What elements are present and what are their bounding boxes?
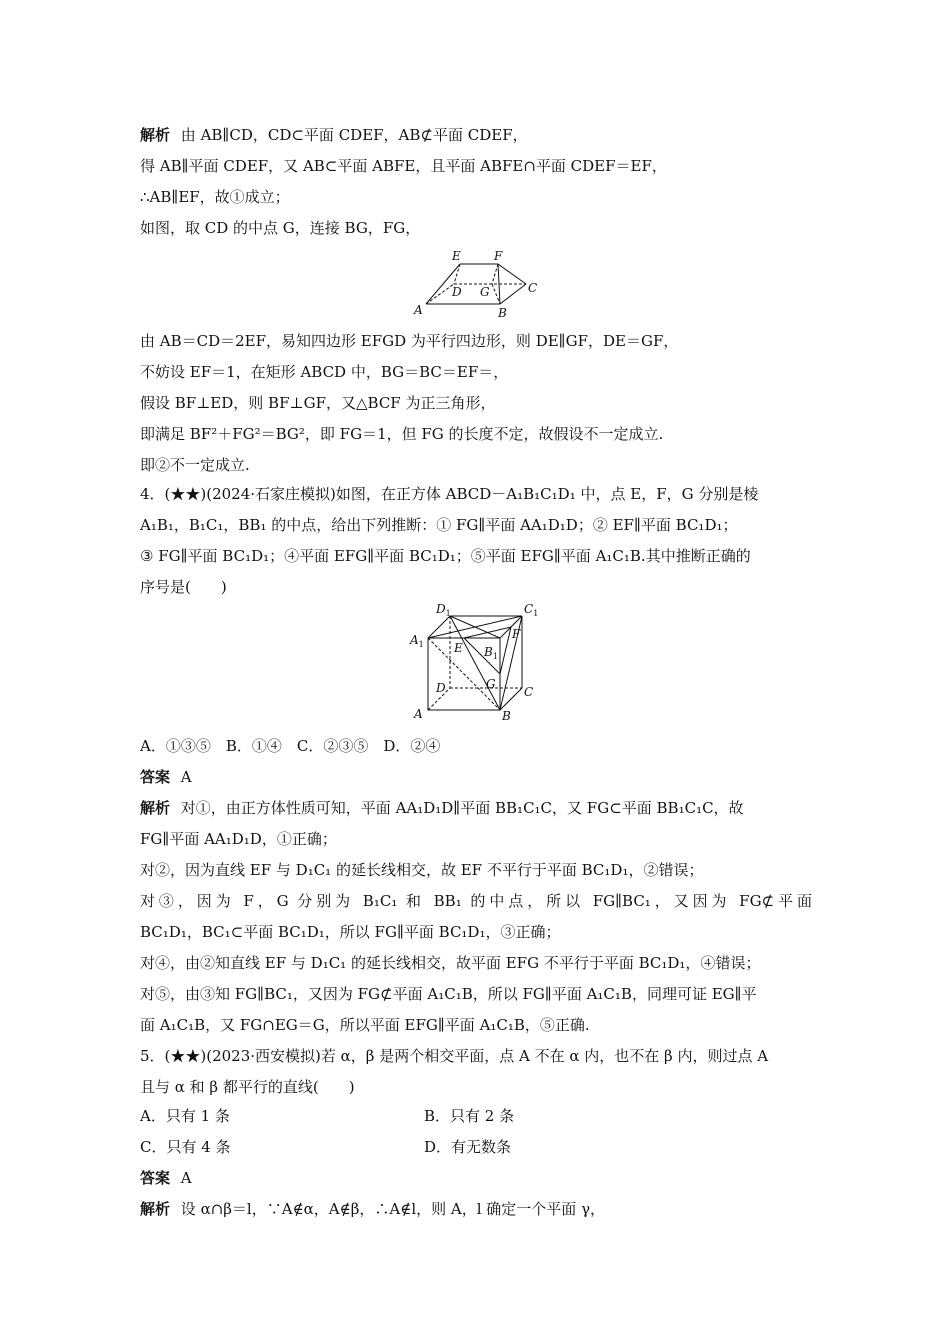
q5-option-d: D．有无数条	[424, 1138, 512, 1156]
q3-analysis-line-4: 如图，取 CD 的中点 G，连接 BG，FG，	[140, 219, 421, 237]
edge-FG	[492, 264, 498, 284]
label-A1: $A_1$	[410, 633, 424, 649]
q3-analysis-line-7: 假设 BF⊥ED，则 BF⊥GF，又△BCF 为正三角形，	[140, 394, 496, 412]
label-C1: $C_1$	[524, 602, 539, 618]
q4-analysis-line-8: 面 A₁C₁B，又 FG∩EG＝G，所以平面 EFG∥平面 A₁C₁B，⑤正确.	[140, 1016, 590, 1034]
q3-analysis-line-8: 即满足 BF²＋FG²＝BG²，即 FG＝1，但 FG 的长度不定，故假设不一定成立.	[140, 425, 664, 443]
q4-analysis-line-3: 对②，因为直线 EF 与 D₁C₁ 的延长线相交，故 EF 不平行于平面 BC₁D₁，②错误；	[140, 861, 704, 879]
q3-analysis-line-5: 由 AB＝CD＝2EF，易知四边形 EFGD 为平行四边形，则 DE∥GF，DE＝GF，	[140, 332, 679, 350]
polyhedron-diagram	[408, 246, 544, 322]
edge-A1D1	[428, 616, 450, 638]
q3-analysis-line-6: 不妨设 EF＝1，在矩形 ABCD 中，BG＝BC＝EF＝，	[140, 363, 509, 381]
cube-diagram	[408, 602, 544, 724]
label-D: D	[452, 285, 462, 299]
q4-stem-line-2: A₁B₁，B₁C₁，BB₁ 的中点，给出下列推断：① FG∥平面 AA₁D₁D；② EF∥平面 BC₁D₁；	[140, 516, 738, 534]
q3-analysis-line-1: 解析 由 AB∥CD，CD⊂平面 CDEF，AB⊄平面 CDEF，	[140, 126, 528, 144]
label-E: E	[454, 641, 463, 655]
q3-analysis-line-3: ∴AB∥EF，故①成立；	[140, 188, 290, 206]
q5-option-a: A．只有 1 条	[140, 1107, 230, 1125]
q4-options: A．①③⑤ B．①④ C．②③⑤ D．②④	[140, 737, 441, 755]
q4-stem-line-1: 4．(★★)(2024·石家庄模拟)如图，在正方体 ABCD－A₁B₁C₁D₁ 中，点 E，F，G 分别是棱	[140, 485, 759, 503]
q5-analysis-line-1: 解析 设 α∩β＝l，∵A∉α，A∉β，∴A∉l，则 A，l 确定一个平面 γ，	[140, 1200, 606, 1218]
line-FG	[500, 627, 511, 674]
edge-BC	[500, 284, 526, 304]
q5-stem-line-2: 且与 α 和 β 都平行的直线( )	[140, 1078, 355, 1096]
figure-polyhedron	[408, 246, 544, 322]
label-C: C	[524, 685, 534, 699]
label-B: B	[498, 306, 507, 320]
line-D1B1	[450, 616, 500, 638]
label-D: D	[436, 681, 446, 695]
q5-answer: 答案 A	[140, 1169, 192, 1187]
label-A: A	[414, 303, 423, 317]
edge-BC	[500, 688, 522, 710]
label-D1: $D_1$	[436, 602, 451, 618]
q5-option-b: B．只有 2 条	[424, 1107, 515, 1125]
edge-FC	[498, 264, 526, 284]
label-F: F	[512, 627, 521, 641]
label-F: F	[494, 249, 503, 263]
label-C: C	[528, 281, 538, 295]
q4-analysis-line-5: BC₁D₁，BC₁⊂平面 BC₁D₁，所以 FG∥平面 BC₁D₁，③正确；	[140, 923, 561, 941]
q4-analysis-line-1: 解析 对①，由正方体性质可知，平面 AA₁D₁D∥平面 BB₁C₁C，又 FG⊂平面 BB₁C₁C，故	[140, 799, 744, 817]
analysis-label: 解析	[140, 126, 171, 144]
q4-analysis-line-7: 对⑤，由③知 FG∥BC₁，又因为 FG⊄平面 A₁C₁B，所以 FG∥平面 A₁C₁B，同理可证 EG∥平	[140, 985, 757, 1003]
q5-stem-line-1: 5．(★★)(2023·西安模拟)若 α，β 是两个相交平面，点 A 不在 α 内，也不在 β 内，则过点 A	[140, 1047, 769, 1065]
label-E: E	[452, 249, 461, 263]
label-G: G	[480, 285, 490, 299]
label-G: G	[486, 677, 496, 691]
q4-answer: 答案 A	[140, 768, 192, 786]
q5-option-c: C．只有 4 条	[140, 1138, 231, 1156]
label-A: A	[414, 707, 423, 721]
q4-analysis-line-2: FG∥平面 AA₁D₁D，①正确；	[140, 830, 337, 848]
q4-stem-line-4: 序号是( )	[140, 578, 227, 596]
q3-analysis-line-2: 得 AB∥平面 CDEF，又 AB⊂平面 ABFE，且平面 ABFE∩平面 CDEF＝EF，	[140, 157, 667, 175]
line-D1B	[450, 616, 500, 710]
q4-analysis-line-6: 对④，由②知直线 EF 与 D₁C₁ 的延长线相交，故平面 EFG 不平行于平面 BC₁D₁，④错误；	[140, 954, 761, 972]
label-B: B	[502, 709, 511, 723]
q4-stem-line-3: ③ FG∥平面 BC₁D₁；④平面 EFG∥平面 BC₁D₁；⑤平面 EFG∥平面 A₁C₁B.其中推断正确的	[140, 547, 751, 565]
q4-analysis-line-4: 对③，因为 F，G 分别为 B₁C₁ 和 BB₁ 的中点，所以 FG∥BC₁，又因为 FG⊄平面	[140, 892, 812, 910]
label-B1: $B_1$	[484, 645, 498, 661]
figure-cube	[408, 602, 544, 724]
q3-analysis-line-9: 即②不一定成立.	[140, 456, 250, 474]
